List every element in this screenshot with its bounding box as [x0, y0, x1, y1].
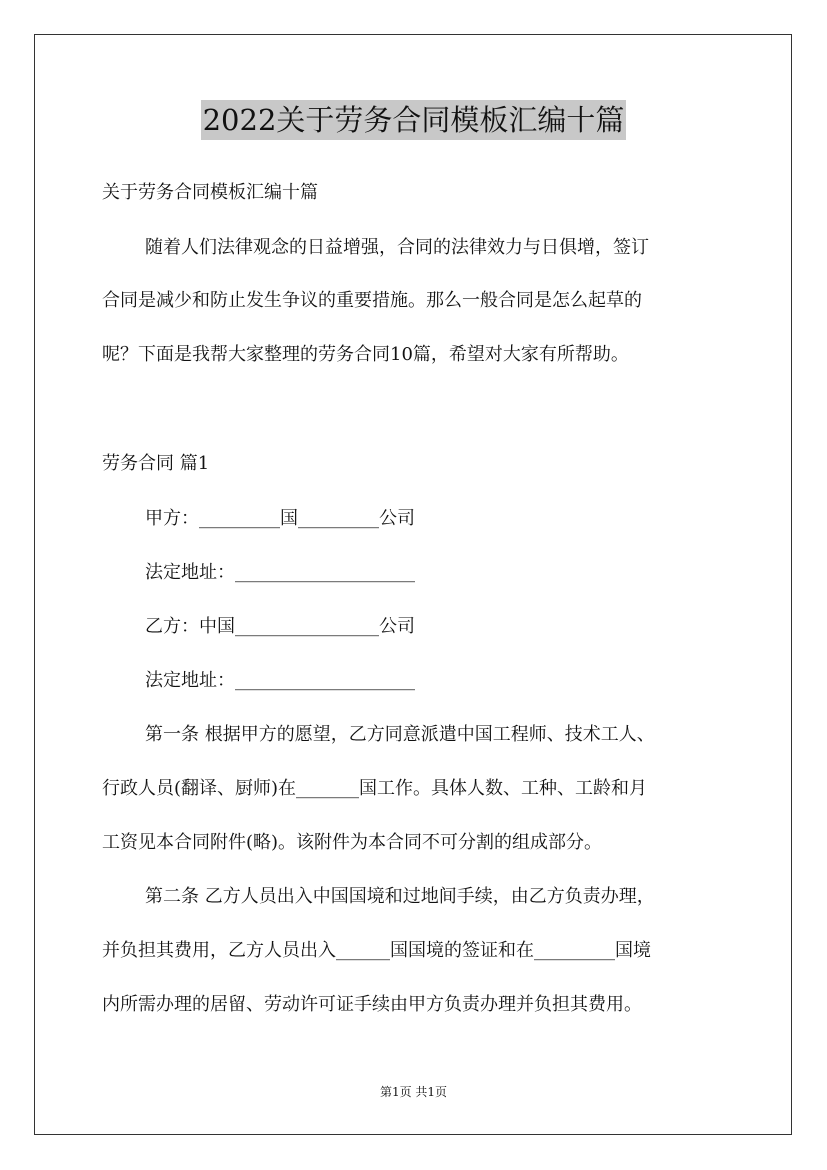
article1-line-1: 第一条 根据甲方的愿望，乙方同意派遣中国工程师、技术工人、 [145, 724, 655, 745]
party-a: 甲方：_________国_________公司 [145, 508, 415, 529]
party-a-address: 法定地址：____________________ [145, 562, 415, 583]
article2-line-1: 第二条 乙方人员出入中国国境和过地间手续，由乙方负责办理， [145, 886, 655, 907]
party-b-address: 法定地址：____________________ [145, 670, 415, 691]
article2-line-2: 并负担其费用，乙方人员出入______国国境的签证和在_________国境 [102, 940, 651, 961]
page-footer: 第1页 共1页 [379, 1085, 448, 1099]
section-heading: 劳务合同 篇1 [102, 453, 210, 474]
article1-line-3: 工资见本合同附件(略)。该附件为本合同不可分割的组成部分。 [102, 832, 603, 853]
intro-line-1: 随着人们法律观念的日益增强，合同的法律效力与日俱增，签订 [145, 237, 649, 258]
document-subtitle: 关于劳务合同模板汇编十篇 [102, 182, 318, 203]
intro-line-2: 合同是减少和防止发生争议的重要措施。那么一般合同是怎么起草的 [102, 290, 642, 311]
party-b: 乙方：中国________________公司 [145, 616, 415, 637]
article1-line-2: 行政人员(翻译、厨师)在_______国工作。具体人数、工种、工龄和月 [102, 778, 648, 799]
title-container [0, 100, 827, 140]
intro-line-3: 呢？下面是我帮大家整理的劳务合同10篇，希望对大家有所帮助。 [102, 344, 629, 365]
document-title: 2022关于劳务合同模板汇编十篇 [201, 100, 627, 140]
article2-line-3: 内所需办理的居留、劳动许可证手续由甲方负责办理并负担其费用。 [102, 994, 642, 1015]
